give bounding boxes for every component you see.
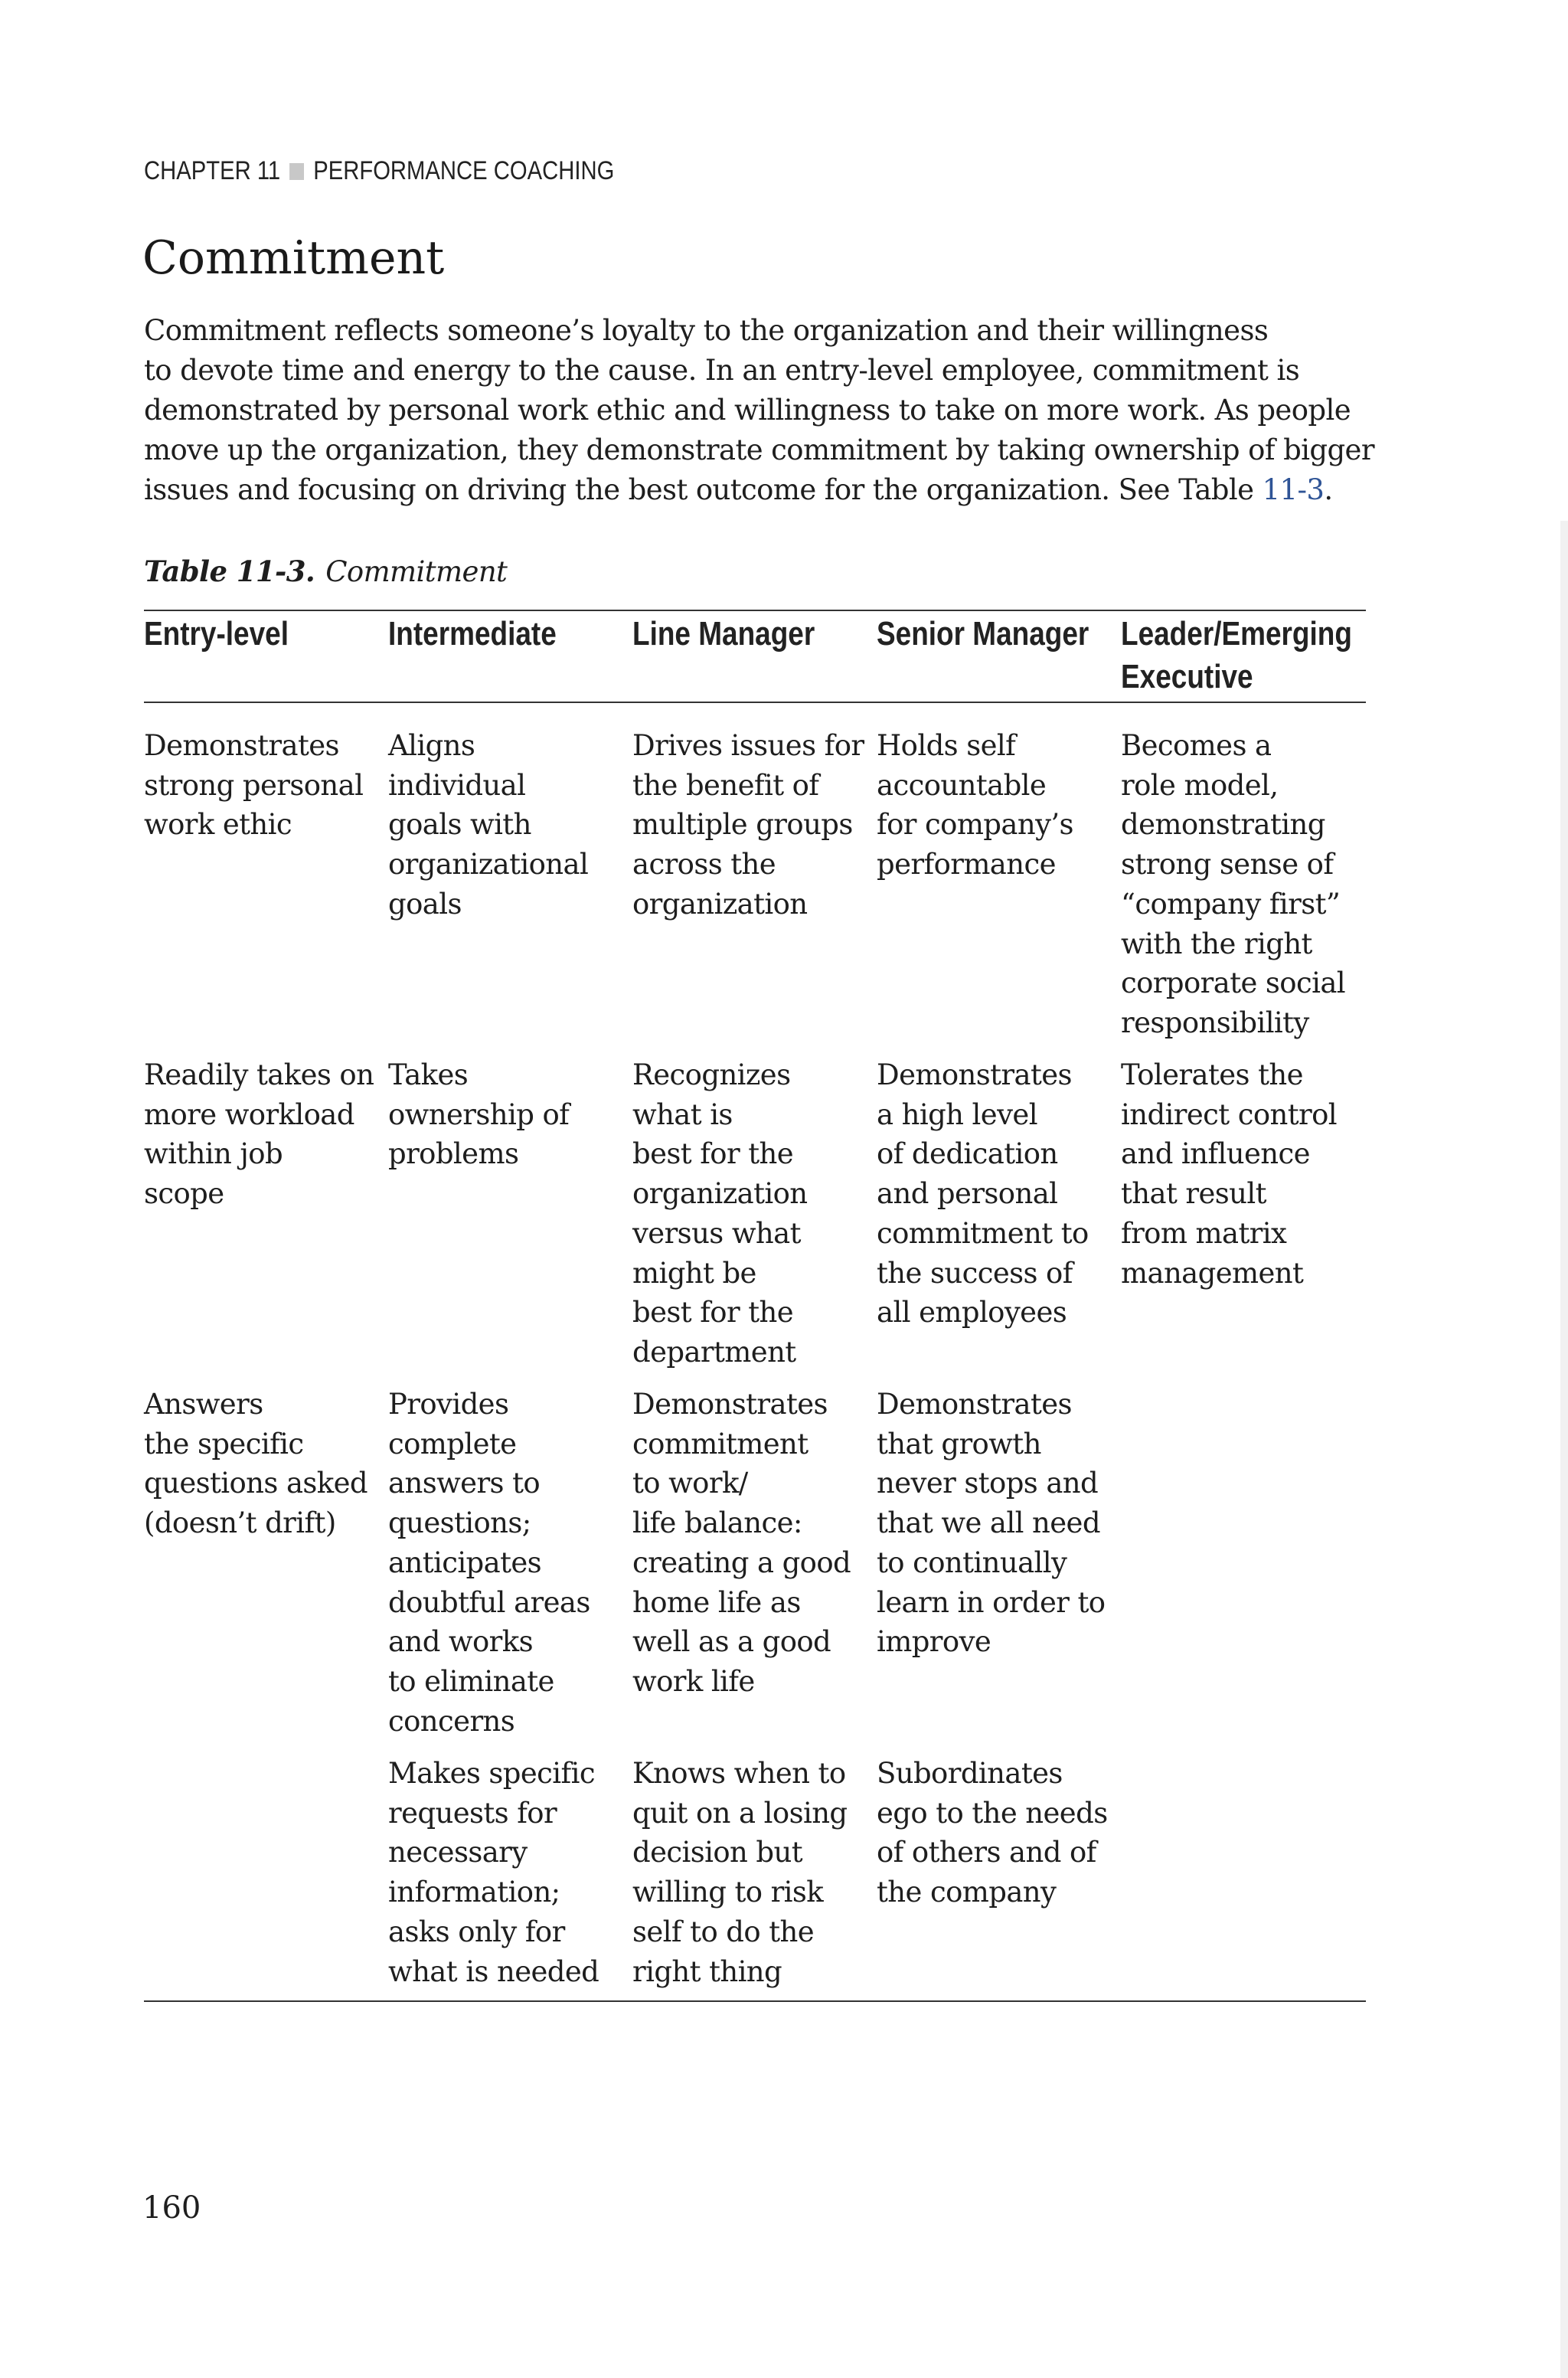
table-cell-line: of dedication	[877, 1137, 1058, 1171]
column-header	[144, 613, 289, 656]
table-cell-line: management	[1121, 1256, 1304, 1290]
table-cell	[877, 1055, 1089, 1333]
table-cell-line: demonstrating	[1121, 808, 1325, 842]
table-cell	[632, 1754, 848, 1991]
column-header-line: Intermediate	[388, 615, 557, 653]
table-cell-line: well as a good	[632, 1625, 831, 1659]
table-cell-line: for company’s	[877, 808, 1073, 842]
table-cell-line: Demonstrates	[877, 1388, 1072, 1421]
table-cell	[877, 726, 1073, 885]
table-cell-line: organizational	[388, 848, 589, 882]
table-cell-line: and works	[388, 1625, 533, 1659]
table-cell-line: goals	[388, 887, 462, 921]
table-cell	[632, 1055, 808, 1372]
table-cell-line: improve	[877, 1625, 991, 1659]
table-cell-line: home life as	[632, 1585, 801, 1619]
table-cell-line: work life	[632, 1664, 755, 1698]
table-cell-line: learn in order to	[877, 1585, 1106, 1619]
table-bottom-rule	[144, 2000, 1366, 2002]
table-cell-line: commitment	[632, 1427, 808, 1460]
table-cell-line: from matrix	[1121, 1216, 1287, 1250]
table-cell-line: and influence	[1121, 1137, 1310, 1171]
table-cell	[632, 1385, 851, 1702]
table-cell-line: questions asked	[144, 1467, 368, 1500]
table-cell-line: necessary	[388, 1836, 528, 1869]
table-cell-line: Tolerates the	[1121, 1058, 1303, 1091]
paragraph-line-text: issues and focusing on driving the best outcome for the organization. See Table	[144, 473, 1263, 506]
table-cell-line: ownership of	[388, 1097, 570, 1131]
paragraph-line: move up the organization, they demonstrate commitment by taking ownership of bigger	[144, 433, 1374, 466]
table-cell	[144, 1385, 368, 1543]
table-cell-line: problems	[388, 1137, 519, 1171]
table-cell	[1121, 1055, 1337, 1293]
table-cell-line: versus what	[632, 1216, 801, 1250]
table-cell-line: Provides	[388, 1388, 509, 1421]
table-cell-line: the company	[877, 1876, 1057, 1909]
table-cell-line: questions;	[388, 1506, 531, 1540]
table-cell-line: commitment to	[877, 1216, 1089, 1250]
table-cell-line: Aligns	[388, 729, 475, 762]
column-header	[632, 613, 815, 656]
table-cell-line: scope	[144, 1177, 224, 1211]
table-cell-line: the success of	[877, 1256, 1073, 1290]
page-number: 160	[142, 2190, 201, 2226]
table-cell-line: anticipates	[388, 1546, 542, 1579]
table-cell-line: a high level	[877, 1097, 1037, 1131]
table-cell-line: Demonstrates	[632, 1388, 828, 1421]
table-cell-line: within job	[144, 1137, 283, 1171]
table-cell-line: best for the	[632, 1296, 794, 1330]
table-cell-line: goals with	[388, 808, 531, 842]
table-cell-line: that we all need	[877, 1506, 1100, 1540]
column-header-line: Entry-level	[144, 615, 289, 653]
table-cell-line: creating a good	[632, 1546, 851, 1579]
column-header	[388, 613, 557, 656]
table-cell-line: more workload	[144, 1097, 354, 1131]
table-cell-line: department	[632, 1335, 796, 1369]
table-cell-line: Makes specific	[388, 1757, 595, 1790]
table-cell	[877, 1754, 1108, 1912]
table-cell-line: ego to the needs	[877, 1796, 1108, 1830]
table-cell-line: answers to	[388, 1467, 541, 1500]
table-cell-line: never stops and	[877, 1467, 1099, 1500]
table-cell-line: of others and of	[877, 1836, 1096, 1869]
paragraph-line: to devote time and energy to the cause. In an entry-level employee, commitment is	[144, 354, 1300, 387]
table-cell-line: willing to risk	[632, 1876, 824, 1909]
running-head	[144, 156, 614, 186]
table-cell-line: organization	[632, 1177, 808, 1211]
paragraph-line: demonstrated by personal work ethic and willingness to take on more work. As people	[144, 394, 1351, 427]
page-edge-shadow	[1560, 521, 1568, 2378]
table-cell-line: across the	[632, 848, 776, 882]
table-cell	[877, 1385, 1105, 1662]
table-cell-line: what is	[632, 1097, 733, 1131]
paragraph-line: Commitment reflects someone’s loyalty to the organization and their willingness	[144, 314, 1269, 347]
table-cell-line: information;	[388, 1876, 560, 1909]
table-caption-number: Table 11-3.	[144, 554, 315, 588]
table-cell	[388, 1754, 599, 1991]
intro-paragraph	[144, 311, 1400, 510]
table-cell-line: accountable	[877, 768, 1047, 802]
table-cell-line: life balance:	[632, 1506, 802, 1540]
running-head-separator	[289, 163, 304, 180]
table-cell-line: to eliminate	[388, 1664, 554, 1698]
column-header-line: Senior Manager	[877, 615, 1089, 653]
table-cell	[144, 1055, 374, 1214]
table-cell-line: doubtful areas	[388, 1585, 590, 1619]
table-cell	[388, 1385, 590, 1741]
table-cell-line: Demonstrates	[144, 729, 339, 762]
section-title: Commitment	[142, 231, 445, 285]
table-cell-line: decision but	[632, 1836, 803, 1869]
table-cell	[388, 1055, 569, 1174]
table-cell-line: and personal	[877, 1177, 1058, 1211]
table-cell-line: Becomes a	[1121, 729, 1272, 762]
table-cell-line: Answers	[144, 1388, 263, 1421]
table-cell-line: complete	[388, 1427, 517, 1460]
table-cell	[388, 726, 588, 924]
running-head-chapter: CHAPTER 11	[144, 156, 281, 185]
table-cell-line: all employees	[877, 1296, 1067, 1330]
table-cell-line: Recognizes	[632, 1058, 791, 1091]
column-header-line: Leader/Emerging	[1121, 615, 1352, 653]
paragraph-end: .	[1324, 473, 1333, 506]
table-cell-line: might be	[632, 1256, 756, 1290]
table-cell-line: best for the	[632, 1137, 794, 1171]
table-cell-line: Demonstrates	[877, 1058, 1072, 1091]
paragraph-line	[144, 470, 1400, 510]
table-cell-line: Takes	[388, 1058, 469, 1091]
table-cell-line: to continually	[877, 1546, 1067, 1579]
table-cell-line: Drives issues for	[632, 729, 864, 762]
table-cell-line: strong personal	[144, 768, 364, 802]
table-cell-line: to work/	[632, 1467, 748, 1500]
table-top-rule	[144, 610, 1366, 611]
table-cell-line: the benefit of	[632, 768, 819, 802]
column-header-line: Executive	[1121, 658, 1253, 695]
table-cell-line: Subordinates	[877, 1757, 1063, 1790]
column-header	[877, 613, 1089, 656]
table-cell-line: individual	[388, 768, 526, 802]
table-cell-line: requests for	[388, 1796, 557, 1830]
table-cell-line: Readily takes on	[144, 1058, 374, 1091]
running-head-title: PERFORMANCE COACHING	[313, 156, 615, 185]
table-cell	[1121, 726, 1345, 1043]
table-cell-line: work ethic	[144, 808, 292, 842]
table-cell-line: self to do the	[632, 1915, 814, 1948]
table-cell-line: with the right	[1121, 927, 1312, 960]
table-cell-line: that growth	[877, 1427, 1041, 1460]
table-cell-line: role model,	[1121, 768, 1279, 802]
column-header	[1121, 613, 1352, 698]
table-cell-line: quit on a losing	[632, 1796, 848, 1830]
table-cell-line: Knows when to	[632, 1757, 846, 1790]
table-cross-reference-link[interactable]: 11-3	[1262, 473, 1325, 506]
table-cell-line: responsibility	[1121, 1006, 1309, 1039]
table-header-rule	[144, 702, 1366, 703]
table-cell-line: what is needed	[388, 1954, 599, 1988]
table-cell	[632, 726, 864, 924]
table-cell-line: asks only for	[388, 1915, 565, 1948]
table-cell-line: concerns	[388, 1704, 515, 1738]
table-cell-line: strong sense of	[1121, 848, 1334, 882]
column-header-line: Line Manager	[632, 615, 815, 653]
table-cell-line: right thing	[632, 1954, 782, 1988]
table-caption-title: Commitment	[325, 555, 508, 588]
table-cell-line: indirect control	[1121, 1097, 1338, 1131]
table-caption	[144, 553, 507, 590]
table-cell-line: corporate social	[1121, 967, 1346, 1000]
table-cell-line: “company first”	[1121, 887, 1341, 921]
table-cell-line: the specific	[144, 1427, 304, 1460]
table-cell-line: organization	[632, 887, 808, 921]
table-cell-line: multiple groups	[632, 808, 853, 842]
table-cell-line: that result	[1121, 1177, 1266, 1211]
table-cell	[144, 726, 363, 845]
table-cell-line: performance	[877, 848, 1056, 882]
table-cell-line: (doesn’t drift)	[144, 1506, 336, 1540]
table-cell-line: Holds self	[877, 729, 1016, 762]
